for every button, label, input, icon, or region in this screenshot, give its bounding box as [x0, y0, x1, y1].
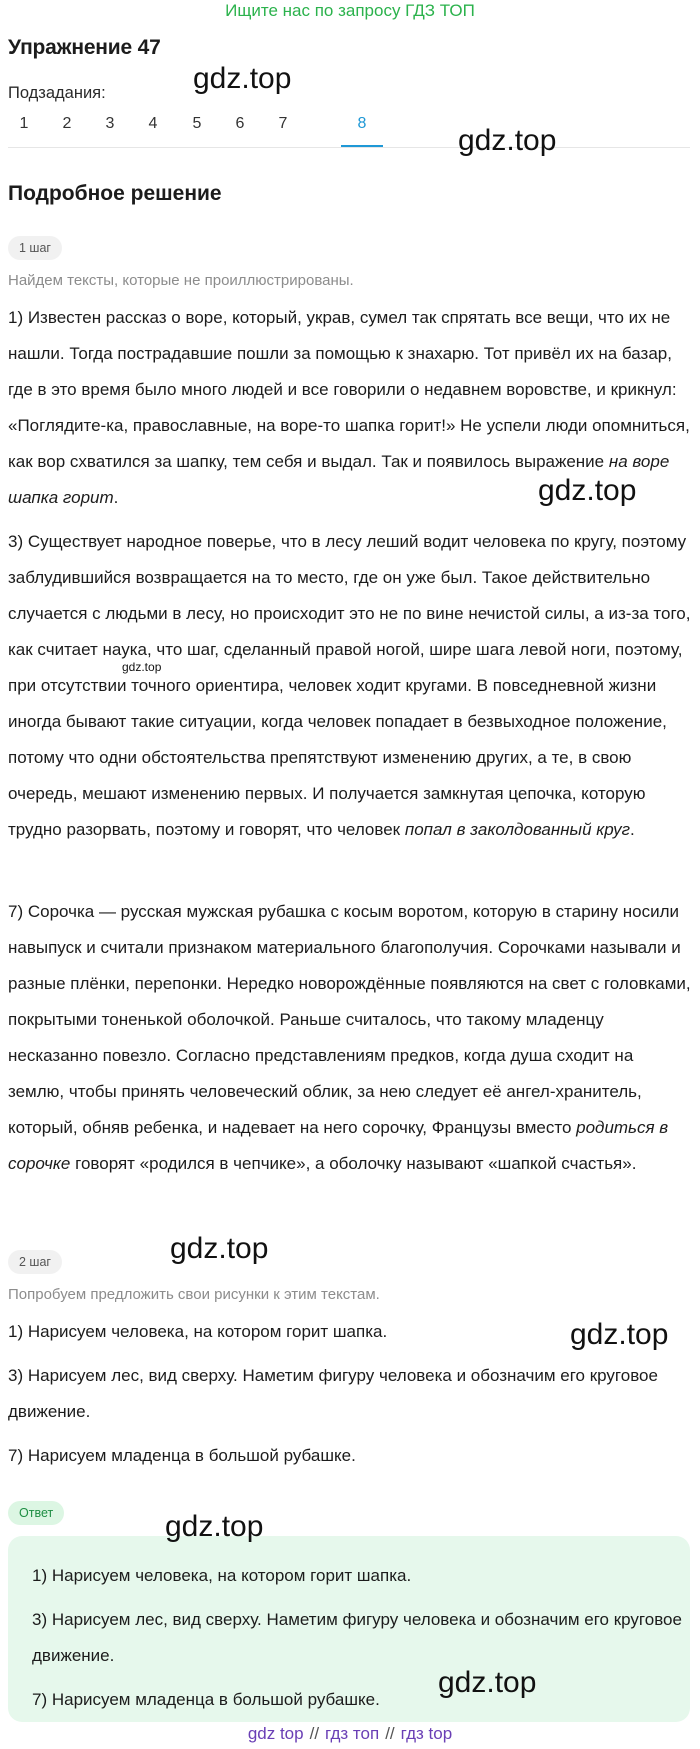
- step-1-intro: Найдем тексты, которые не проиллюстрированы.: [8, 272, 354, 289]
- exercise-title: Упражнение 47: [8, 36, 161, 59]
- watermark: gdz.top: [570, 1318, 669, 1351]
- answer-badge: Ответ: [8, 1501, 64, 1525]
- answer-item-1: 1) Нарисуем человека, на котором горит шапка.: [32, 1566, 412, 1585]
- step-2-badge: 2 шаг: [8, 1250, 62, 1274]
- watermark: gdz.top: [170, 1232, 269, 1265]
- watermark: gdz.top: [165, 1510, 264, 1543]
- footer-link-gdz-top[interactable]: gdz top: [247, 1724, 304, 1743]
- tab-subtask-7[interactable]: 7: [278, 115, 288, 132]
- footer-link-gdz-top-ru[interactable]: гдз топ: [325, 1724, 380, 1743]
- watermark: gdz.top: [438, 1666, 537, 1699]
- tab-subtask-3[interactable]: 3: [105, 115, 115, 132]
- step-1-paragraph-2: [8, 524, 692, 848]
- tab-subtask-4[interactable]: 4: [148, 115, 158, 132]
- tab-subtask-8[interactable]: 8: [357, 115, 367, 132]
- watermark: gdz.top: [193, 62, 292, 95]
- watermark: gdz.top: [538, 474, 637, 507]
- paragraph-text: 3) Существует народное поверье, что в лесу леший водит человека по кругу, поэтому заблудившийся возвращается на то место, где он уже был. Такое действительно случается с людьми в лесу, но происходит это не по вине нечистой силы, а из-за того, как считает наука, что шаг, сделанный правой ногой, шире шага левой ноги, поэтому, при отсутствии точного ориентира, человек ходит кругами. В повседневной жизни иногда бывают такие ситуации, когда человек попадает в безвыходное положение, потому что одни обстоятельства препятствуют изменению других, а те, в свою очередь, мешают изменению первых. И получается замкнутая цепочка, которую трудно разорвать, поэтому и говорят, что человек: [8, 532, 691, 839]
- paragraph-end: .: [113, 488, 119, 507]
- promo-banner[interactable]: Ищите нас по запросу ГДЗ ТОП: [225, 1, 475, 20]
- paragraph-text: 7) Сорочка — русская мужская рубашка с косым воротом, которую в старину носили навыпуск и считали признаком материального благополучия. Сорочками называли и разные плёнки, перепонки. Нередко новорождённые появляются на свет с головками, покрытыми тоненькой оболочкой. Раньше считалось, что такому младенцу несказанно повезло. Согласно представлениям предков, когда душа сходит на землю, чтобы принять человеческий облик, за нею следует её ангел-хранитель, который, обняв ребенка, и надевает на него сорочку, Французы вместо: [8, 902, 691, 1137]
- watermark: gdz.top: [458, 124, 557, 157]
- answer-item-2: 3) Нарисуем лес, вид сверху. Наметим фигуру человека и обозначим его круговое движение.: [32, 1610, 682, 1665]
- footer-separator: //: [385, 1724, 395, 1743]
- paragraph-end: говорят «родился в чепчике», а оболочку называют «шапкой счастья».: [70, 1154, 637, 1173]
- watermark: gdz.top: [122, 660, 162, 674]
- step-1-paragraph-3: [8, 894, 692, 1182]
- subtasks-label: Подзадания:: [8, 84, 106, 102]
- idiom-text: попал в заколдованный круг: [404, 820, 631, 839]
- idiom-text: родиться в сорочке: [8, 1118, 669, 1173]
- tab-subtask-6[interactable]: 6: [235, 115, 245, 132]
- idiom-text: на воре шапка горит: [8, 452, 670, 507]
- tab-subtask-2[interactable]: 2: [62, 115, 72, 132]
- tab-subtask-5[interactable]: 5: [192, 115, 202, 132]
- step-2-item-1: 1) Нарисуем человека, на котором горит шапка.: [8, 1322, 388, 1341]
- tabs-divider: [8, 147, 690, 148]
- section-title: Подробное решение: [8, 182, 222, 205]
- footer-link-gdz-top-mixed[interactable]: гдз top: [400, 1724, 453, 1743]
- step-2-item-2: 3) Нарисуем лес, вид сверху. Наметим фигуру человека и обозначим его круговое движение.: [8, 1366, 658, 1421]
- paragraph-text: 1) Известен рассказ о воре, который, украв, сумел так спрятать все вещи, что их не нашли. Тогда пострадавшие пошли за помощью к знахарю. Тот привёл их на базар, где в это время было много людей и все говорили о недавнем воровстве, и крикнул: «Поглядите-ка, православные, на воре-то шапка горит!» Не успели люди опомниться, как вор схватился за шапку, тем себя и выдал. Так и появилось выражение: [8, 308, 690, 471]
- tab-subtask-1[interactable]: 1: [19, 115, 29, 132]
- answer-item-3: 7) Нарисуем младенца в большой рубашке.: [32, 1690, 380, 1709]
- step-2-intro: Попробуем предложить свои рисунки к этим текстам.: [8, 1286, 380, 1303]
- step-1-badge: 1 шаг: [8, 236, 62, 260]
- step-2-item-3: 7) Нарисуем младенца в большой рубашке.: [8, 1446, 356, 1465]
- paragraph-end: .: [630, 820, 635, 839]
- footer-links: [0, 1722, 700, 1746]
- footer-separator: //: [309, 1724, 320, 1743]
